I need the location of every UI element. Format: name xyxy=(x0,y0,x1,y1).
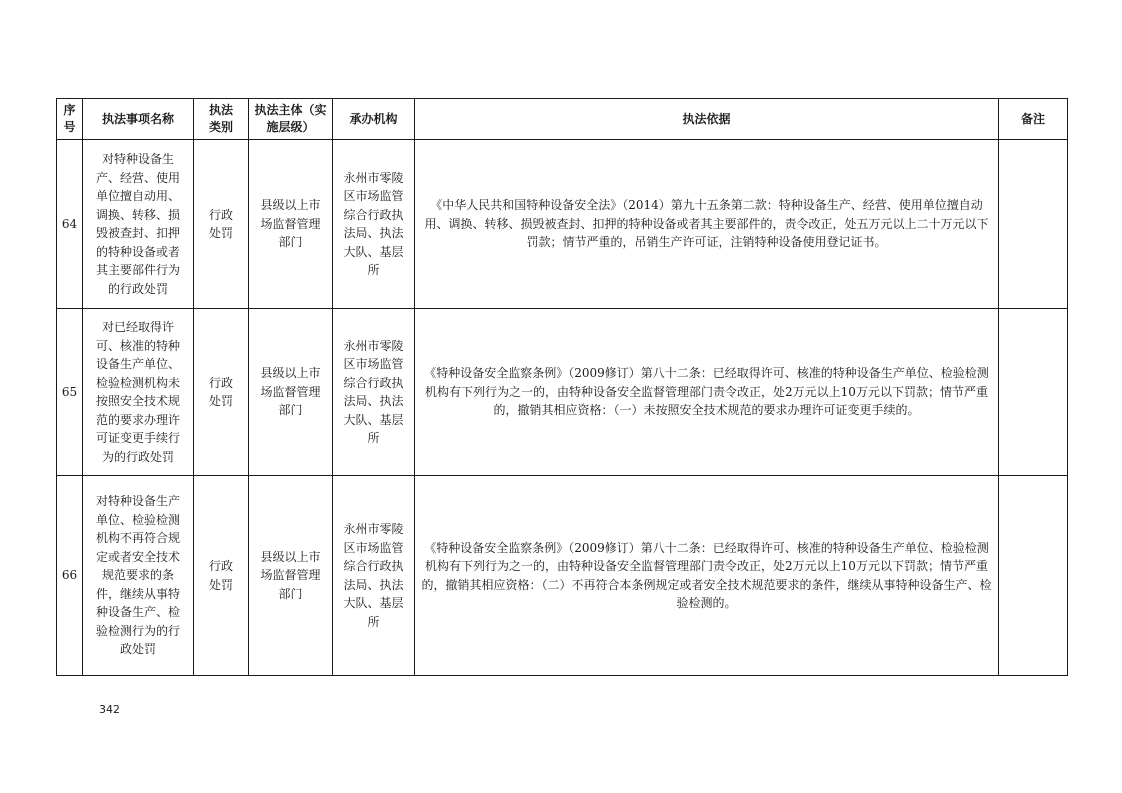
header-subject: 执法主体（实施层级） xyxy=(249,99,333,140)
header-basis: 执法依据 xyxy=(415,99,999,140)
page-number: 342 xyxy=(99,703,120,716)
cell-item-name: 对已经取得许可、核准的特种设备生产单位、检验检测机构未按照安全技术规范的要求办理许可证变更手续行为的行政处罚 xyxy=(83,309,194,476)
cell-seq: 64 xyxy=(57,140,83,309)
table-row xyxy=(57,309,1068,476)
cell-category: 行政处罚 xyxy=(194,476,249,676)
cell-basis: 《特种设备安全监察条例》（2009修订）第八十二条：已经取得许可、核准的特种设备生产单位、检验检测机构有下列行为之一的，由特种设备安全监督管理部门责令改正，处2万元以上10万元以下罚款；情节严重的，撤销其相应资格：（二）不再符合本条例规定或者安全技术规范要求的条件，继续从事特种设备生产、检验检测的。 xyxy=(415,476,999,676)
cell-category: 行政处罚 xyxy=(194,140,249,309)
cell-agency: 永州市零陵区市场监管综合行政执法局、执法大队、基层所 xyxy=(333,140,415,309)
enforcement-items-table xyxy=(56,98,1068,676)
cell-basis: 《特种设备安全监察条例》（2009修订）第八十二条：已经取得许可、核准的特种设备生产单位、检验检测机构有下列行为之一的，由特种设备安全监督管理部门责令改正，处2万元以上10万元以下罚款；情节严重的，撤销其相应资格：（一）未按照安全技术规范的要求办理许可证变更手续的。 xyxy=(415,309,999,476)
header-seq: 序号 xyxy=(57,99,83,140)
cell-subject: 县级以上市场监督管理部门 xyxy=(249,309,333,476)
cell-remarks xyxy=(999,476,1068,676)
header-category: 执法类别 xyxy=(194,99,249,140)
cell-remarks xyxy=(999,309,1068,476)
header-agency: 承办机构 xyxy=(333,99,415,140)
table-row xyxy=(57,476,1068,676)
cell-category: 行政处罚 xyxy=(194,309,249,476)
header-remarks: 备注 xyxy=(999,99,1068,140)
table-header-row xyxy=(57,99,1068,140)
cell-subject: 县级以上市场监督管理部门 xyxy=(249,476,333,676)
cell-seq: 65 xyxy=(57,309,83,476)
cell-basis: 《中华人民共和国特种设备安全法》（2014）第九十五条第二款：特种设备生产、经营、使用单位擅自动用、调换、转移、损毁被查封、扣押的特种设备或者其主要部件的，责令改正，处五万元以上二十万元以下罚款；情节严重的，吊销生产许可证，注销特种设备使用登记证书。 xyxy=(415,140,999,309)
cell-remarks xyxy=(999,140,1068,309)
cell-item-name: 对特种设备生产、经营、使用单位擅自动用、调换、转移、损毁被查封、扣押的特种设备或者其主要部件行为的行政处罚 xyxy=(83,140,194,309)
table-row xyxy=(57,140,1068,309)
cell-agency: 永州市零陵区市场监管综合行政执法局、执法大队、基层所 xyxy=(333,476,415,676)
cell-subject: 县级以上市场监督管理部门 xyxy=(249,140,333,309)
header-item-name: 执法事项名称 xyxy=(83,99,194,140)
cell-item-name: 对特种设备生产单位、检验检测机构不再符合规定或者安全技术规范要求的条件，继续从事特种设备生产、检验检测行为的行政处罚 xyxy=(83,476,194,676)
cell-agency: 永州市零陵区市场监管综合行政执法局、执法大队、基层所 xyxy=(333,309,415,476)
cell-seq: 66 xyxy=(57,476,83,676)
